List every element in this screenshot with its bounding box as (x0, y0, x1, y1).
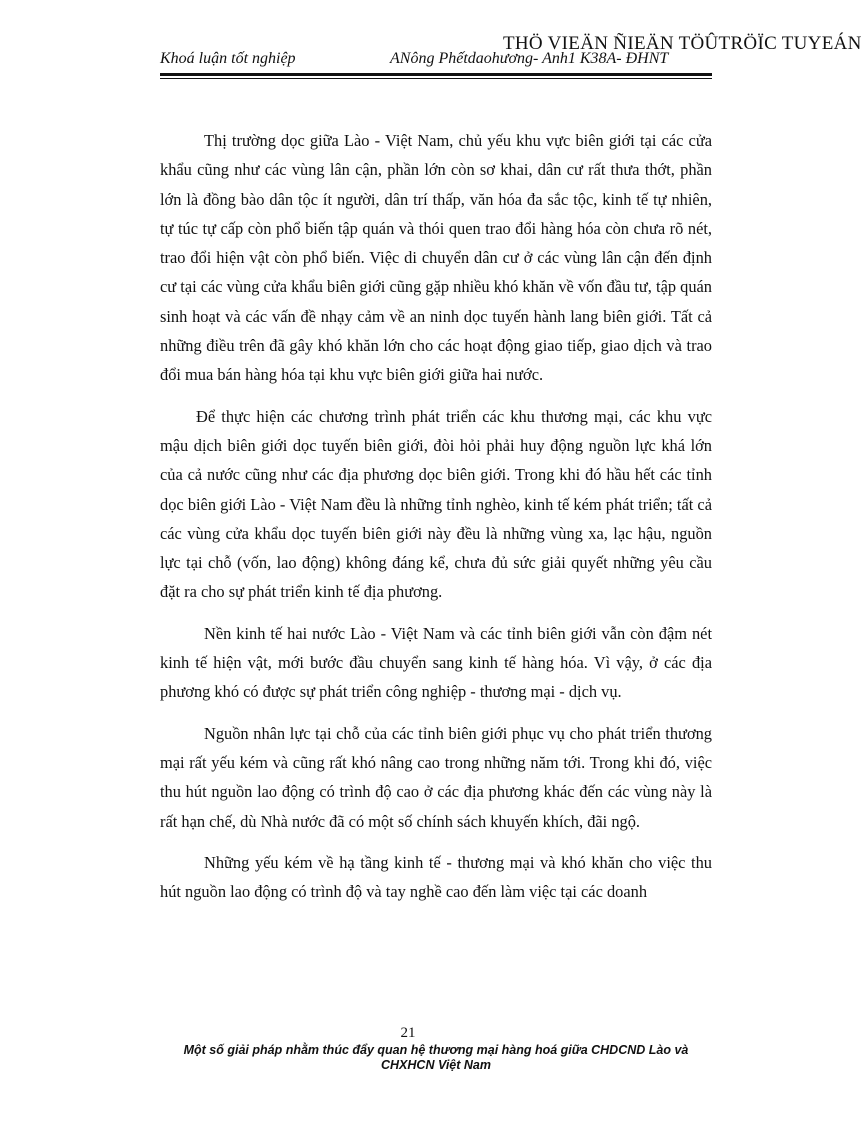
footer-line-1: Một số giải pháp nhằm thúc đẩy quan hệ thương mại hàng hoá giữa CHDCND Lào và (183, 1043, 689, 1057)
paragraph-3: Nền kinh tế hai nước Lào - Việt Nam và các tỉnh biên giới vẫn còn đậm nét kinh tế hiện vật, mới bước đầu chuyển sang kinh tế hàng hóa. Vì vậy, ở các địa phương khó có được sự phát triển công nghiệp - thương mại - dịch vụ. (160, 623, 712, 702)
page-number: 21 (400, 1025, 416, 1041)
header-rule-thin (160, 78, 712, 79)
document-body (160, 126, 712, 918)
footer (160, 1043, 712, 1073)
paragraph-2: Để thực hiện các chương trình phát triển các khu thương mại, các khu vực mậu dịch biên giới dọc tuyến biên giới, đòi hỏi phải huy động nguồn lực khá lớn của cả nước cũng như các địa phương dọc biên giới. Trong khi đó hầu hết các tỉnh dọc biên giới Lào - Việt Nam đều là những tỉnh nghèo, kinh tế kém phát triển; tất cả các vùng cửa khẩu dọc tuyến biên giới này đều là những vùng xa, lạc hậu, nguồn lực tại chỗ (vốn, lao động) không đáng kể, chưa đủ sức giải quyết những yêu cầu đặt ra cho sự phát triển kinh tế địa phương. (160, 406, 712, 602)
header-author: ANông Phếtdaohương- Anh1 K38A- ĐHNT (390, 50, 669, 67)
header-title: Khoá luận tốt nghiệp (160, 50, 296, 67)
paragraph-1: Thị trường dọc giữa Lào - Việt Nam, chủ yếu khu vực biên giới tại các cửa khẩu cũng như các vùng lân cận, phần lớn còn sơ khai, dân cư rất thưa thớt, phần lớn là đồng bào dân tộc ít người, dân trí thấp, văn hóa đa sắc tộc, kinh tế tự nhiên, tự túc tự cấp còn phổ biến tập quán và thói quen trao đổi hàng hóa còn chưa rõ nét, trao đổi hiện vật còn phổ biến. Việc di chuyển dân cư ở các vùng lân cận đến định cư tại các vùng cửa khẩu biên giới cũng gặp nhiều khó khăn về vốn đầu tư, tập quán sinh hoạt và các vấn đề nhạy cảm về an ninh dọc tuyến hành lang biên giới. Tất cả những điều trên đã gây khó khăn lớn cho các hoạt động giao tiếp, giao dịch và trao đổi mua bán hàng hóa tại khu vực biên giới giữa hai nước. (160, 131, 712, 385)
paragraph-5: Những yếu kém về hạ tầng kinh tế - thương mại và khó khăn cho việc thu hút nguồn lao động có trình độ và tay nghề cao đến làm việc tại các doanh (160, 852, 712, 902)
footer-line-2: CHXHCN Việt Nam (381, 1058, 491, 1072)
header-watermark: THÖ VIEÄN ÑIEÄN TÖÛTRÖÏC TUYEÁN (503, 33, 862, 54)
paragraph-4: Nguồn nhân lực tại chỗ của các tỉnh biên giới phục vụ cho phát triển thương mại rất yếu kém và cũng rất khó nâng cao trong những năm tới. Trong khi đó, việc thu hút nguồn lao động có trình độ cao ở các địa phương khác đến các vùng này là rất hạn chế, dù Nhà nước đã có một số chính sách khuyến khích, đãi ngộ. (160, 723, 712, 831)
header-rule-thick (160, 73, 712, 76)
